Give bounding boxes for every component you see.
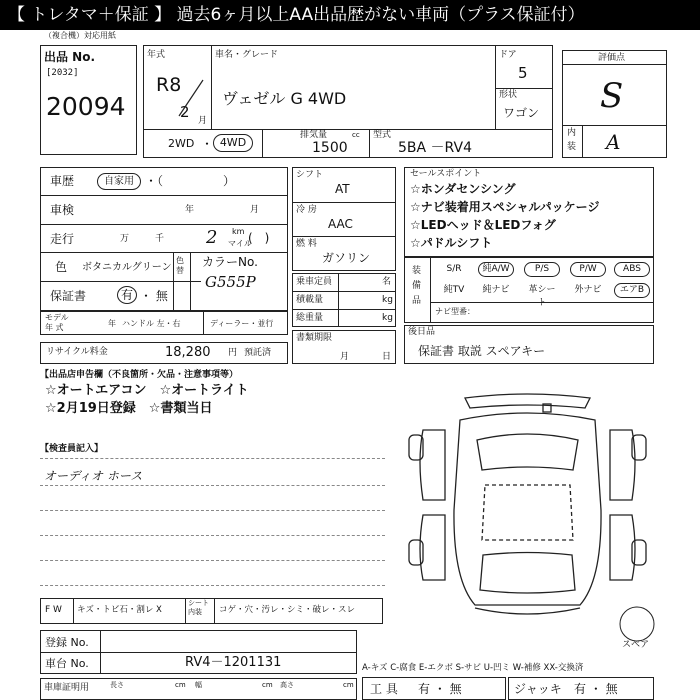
mileage-value: 2 <box>206 227 218 248</box>
car-diagram <box>405 390 650 620</box>
mileage-label: 走行 <box>50 232 75 246</box>
sales-item: ☆ナビ装着用スペシャルパッケージ <box>410 200 600 214</box>
notes-label: 【出品店申告欄（不良箇所・欠品・注意事項等） <box>40 370 239 380</box>
recycle-value: 18,280 <box>165 345 211 360</box>
colorcode-label: カラーNo. <box>202 255 258 269</box>
notes-line: ☆2月19日登録 ☆書類当日 <box>45 401 213 416</box>
color-value: ボタニカルグリーン <box>82 262 172 273</box>
lot-label: 出品 No. <box>44 50 96 64</box>
interior-value: A <box>606 130 621 154</box>
history-private: 自家用 <box>97 173 141 190</box>
score-label: 評価点 <box>598 53 626 63</box>
model-label: 車名・グレード <box>215 50 279 60</box>
year-month: 2 <box>180 103 190 121</box>
displacement-label: 排気量 <box>300 130 328 140</box>
equipment-option: 純ナビ <box>482 285 510 295</box>
spare-tire-icon <box>617 604 657 644</box>
warranty-yes: 有 <box>117 286 137 304</box>
colorcode-value: G555P <box>205 273 256 291</box>
year-label: 年式 <box>147 50 166 60</box>
history-label: 車歴 <box>50 174 75 188</box>
displacement-value: 1500 <box>312 140 348 156</box>
bodytype-value: ワゴン <box>503 106 540 120</box>
chassis-value: RV4－1201131 <box>185 655 282 670</box>
title-banner: 【 トレタマ＋保証 】 過去6ヶ月以上AA出品歴がない車両（プラス保証付） <box>0 0 700 30</box>
lot-sub: [2032] <box>46 68 79 78</box>
spare-label: スペア <box>622 640 650 650</box>
modelcode-label: 型式 <box>373 130 392 140</box>
doors-label: ドア <box>499 50 517 60</box>
inspector-text: オーディオ ホース <box>44 469 143 483</box>
equipment-option: 革シート <box>528 285 556 308</box>
drive-2wd: 2WD <box>168 137 195 150</box>
score-value: S <box>600 76 624 116</box>
equipment-option: 外ナビ <box>574 285 602 295</box>
warranty-label: 保証書 <box>50 289 87 303</box>
tools-value: 有 ・ 無 <box>418 682 462 696</box>
equipment-option: エアB <box>614 283 650 298</box>
year-slash <box>175 78 205 118</box>
navi-model: ナビ型番： <box>435 307 475 316</box>
aircon-value: AAC <box>328 217 353 231</box>
chassis-label: 車台 No. <box>45 657 89 670</box>
equipment-option: S/R <box>446 264 462 274</box>
doors-value: 5 <box>518 64 528 82</box>
equipment-option: ABS <box>614 262 650 277</box>
shift-value: AT <box>335 182 350 196</box>
sheet-note: （複合機）対応用紙 <box>44 31 116 40</box>
equipment-option: 純TV <box>443 285 465 295</box>
bodytype-label: 形状 <box>499 90 518 100</box>
notes-line: ☆オートエアコン ☆オートライト <box>45 383 249 398</box>
equipment-option: 純A/W <box>478 262 514 277</box>
model-value: ヴェゼル G 4WD <box>222 89 347 108</box>
equipment-option: P/S <box>524 262 560 277</box>
drive-4wd: 4WD <box>213 134 253 152</box>
sales-item: ☆パドルシフト <box>410 236 493 250</box>
inspector-label: 【検査員記入】 <box>40 444 104 454</box>
registration-label: 登録 No. <box>45 636 89 649</box>
color-label: 色 <box>55 260 68 274</box>
fuel-value: ガソリン <box>322 251 371 265</box>
jack-value: 有 ・ 無 <box>574 682 618 696</box>
year-era: R8 <box>156 74 182 96</box>
sales-item: ☆ホンダセンシング <box>410 182 516 196</box>
later-value: 保証書 取説 スペアキー <box>418 344 546 358</box>
inspection-label: 車検 <box>50 203 75 217</box>
lot-number: 20094 <box>46 92 126 121</box>
equipment-option: P/W <box>570 262 606 277</box>
modelcode-value: 5BA －RV4 <box>398 140 472 156</box>
damage-legend: A-キズ C-腐食 E-エクボ S-サビ U-凹ミ W-補修 XX-交換済 <box>362 663 584 673</box>
sales-item: ☆LEDヘッド＆LEDフォグ <box>410 218 556 232</box>
